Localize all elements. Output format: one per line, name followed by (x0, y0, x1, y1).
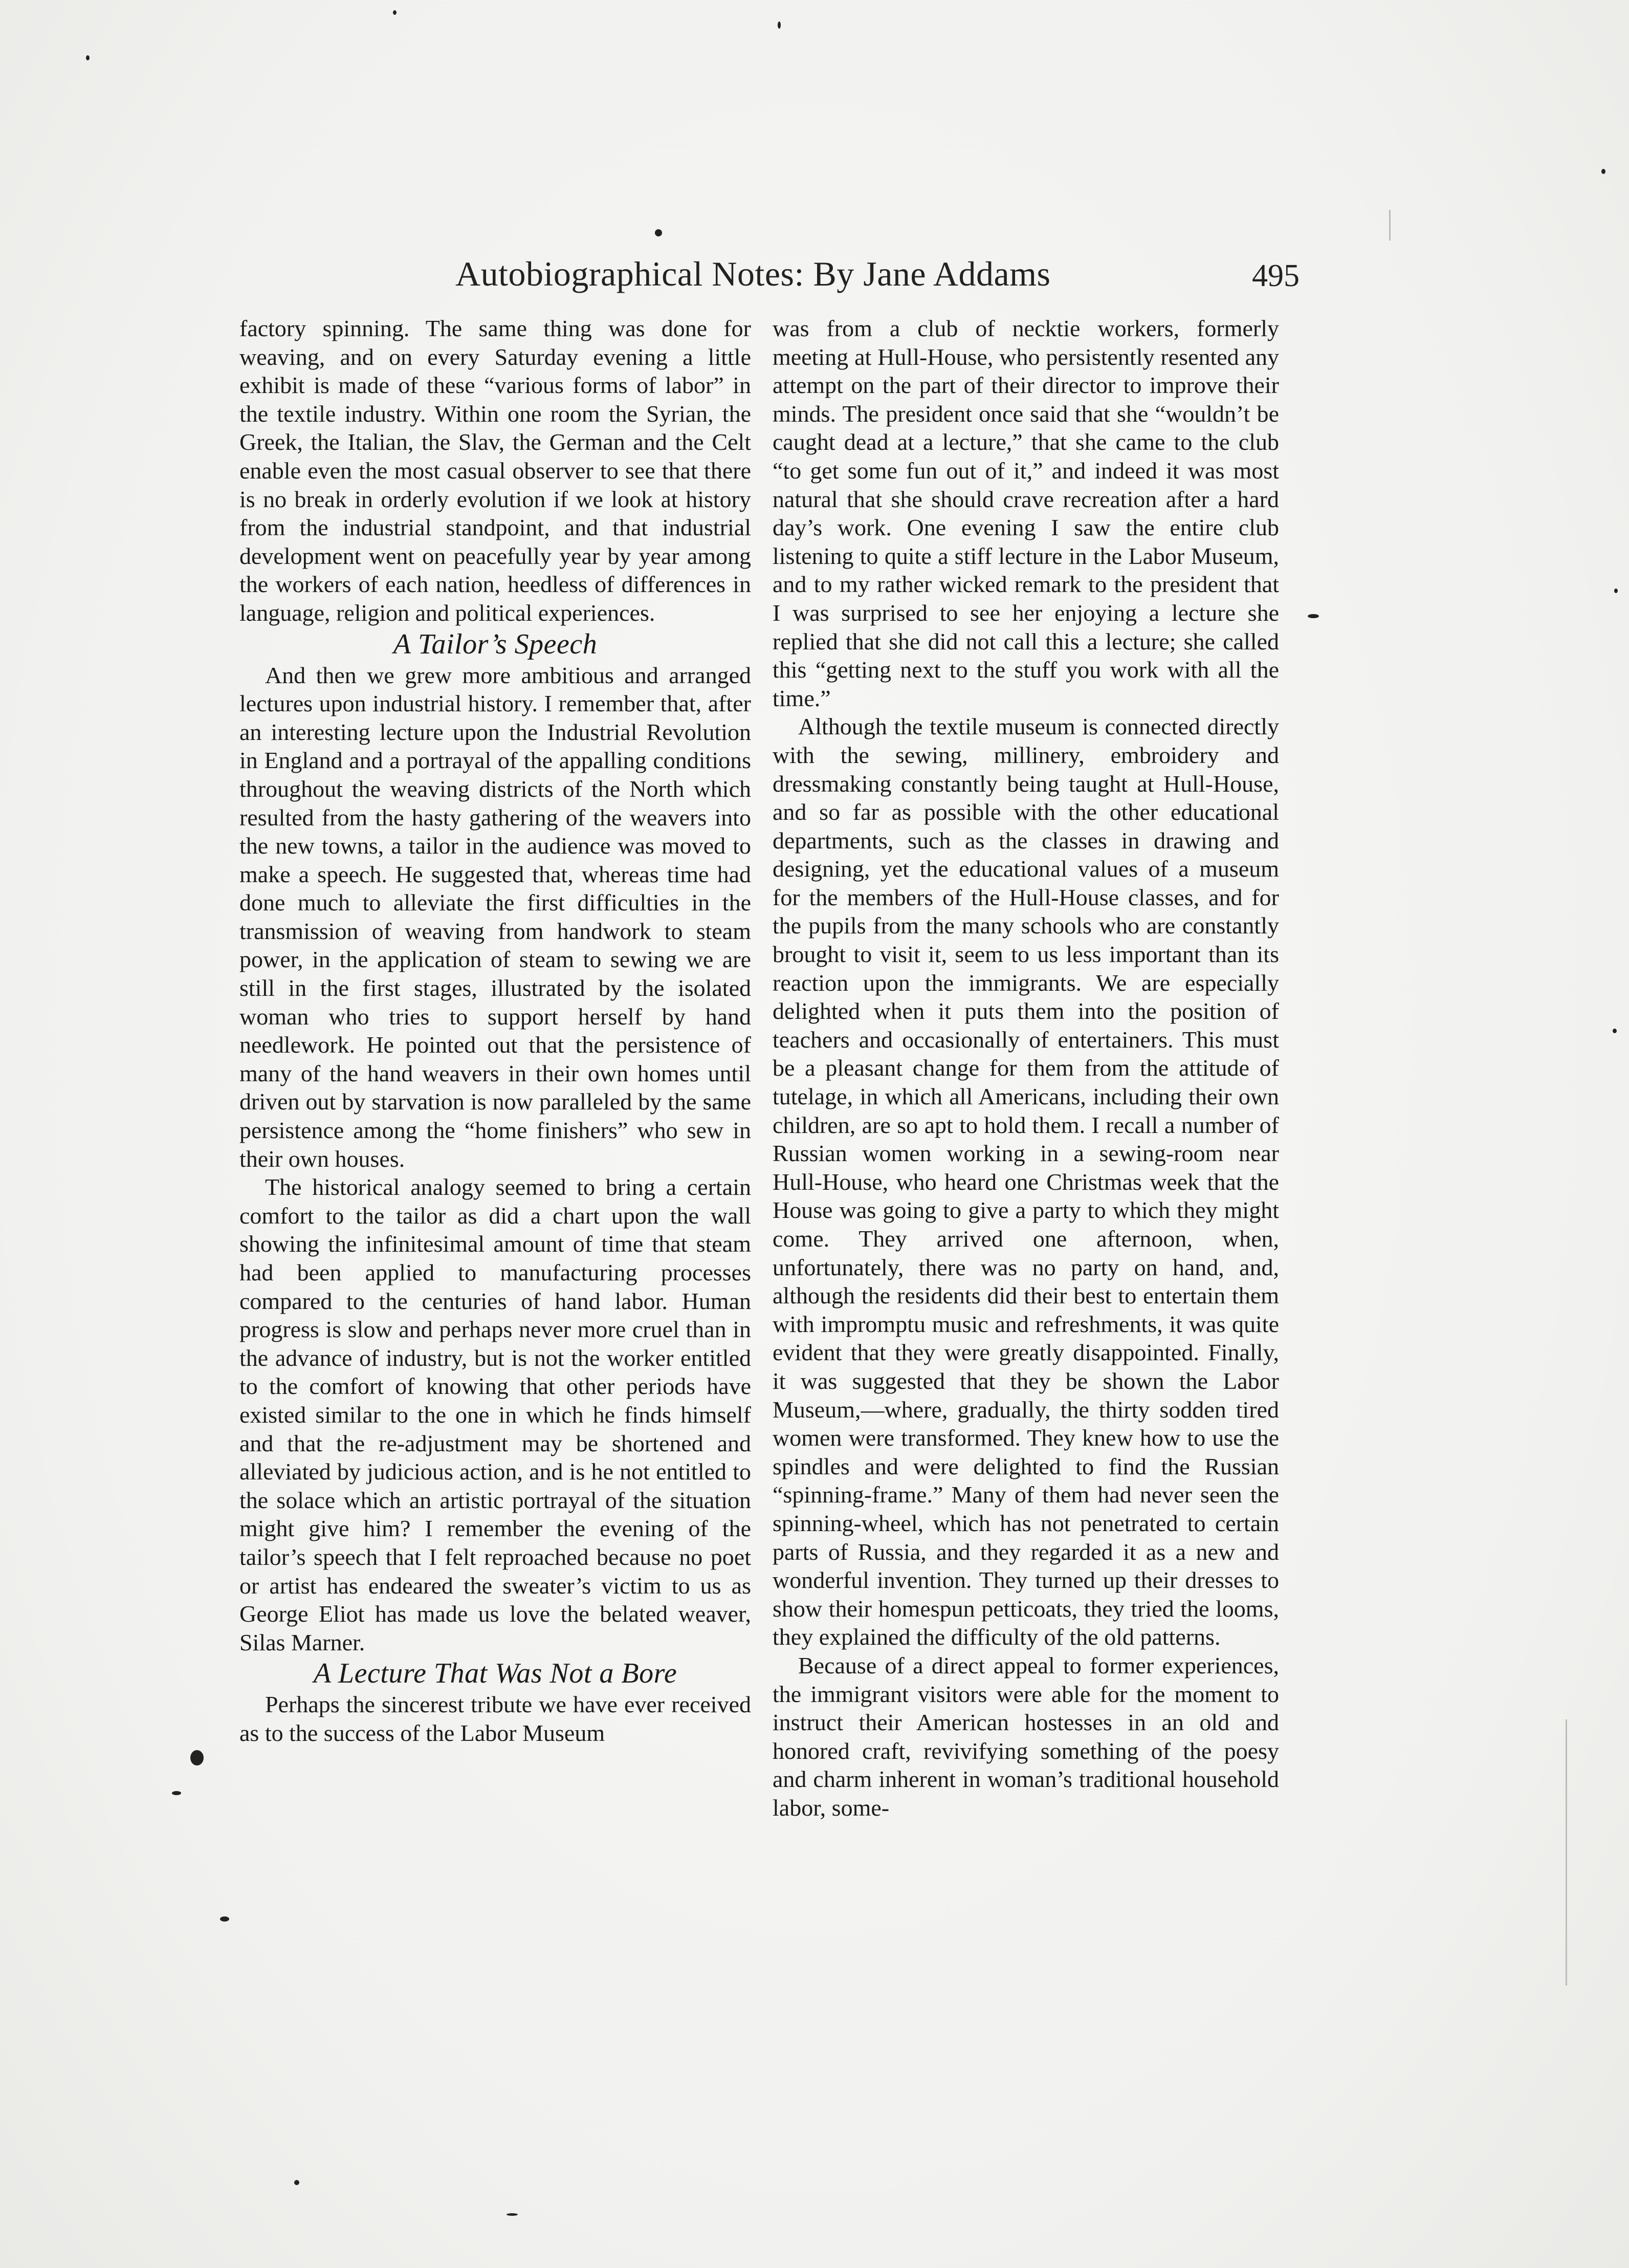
scan-speck (507, 2213, 518, 2216)
scan-speck (86, 55, 90, 60)
scan-edge-line (1566, 1719, 1567, 1986)
scan-speck (778, 21, 781, 29)
scan-speck (172, 1791, 181, 1795)
page-number: 495 (1252, 258, 1300, 293)
section-heading: A Lecture That Was Not a Bore (313, 1658, 677, 1690)
scan-edge-line (1389, 210, 1391, 241)
right-column (773, 314, 1279, 1822)
scan-speck (1601, 169, 1605, 174)
scan-speck (1308, 614, 1319, 618)
page-header (455, 254, 1300, 300)
running-title: Autobiographical Notes: By Jane Addams (455, 254, 1051, 293)
scan-speck (1614, 588, 1618, 593)
paragraph: The historical analogy seemed to bring a certain comfort to the tailor as did a chart upon the wall showing the infinitesimal amount of time that steam had been applied to manufacturing processes compared to the centuries of hand labor. Human progress is slow and perhaps never more cruel than in the advance of industry, but is not the worker entitled to the comfort of knowing that other periods have existed similar to the one in which he finds himself and that the re-adjustment may be shortened and alleviated by judicious action, and is he not entitled to the solace which an artistic portrayal of the situation might give him? I remember the evening of the tailor’s speech that I felt reproached because no poet or artist has endeared the sweater’s victim to us as George Eliot has made us love the belated weaver, Silas Marner. (239, 1174, 751, 1655)
scan-speck (393, 10, 397, 15)
left-column (239, 314, 751, 1748)
paragraph: Because of a direct appeal to former experiences, the immigrant visitors were able for the moment to instruct their American hostesses in an old and honored craft, revivifying something of the poesy and charm inherent in woman’s traditional household labor, some- (773, 1652, 1279, 1821)
section-heading: A Tailor’s Speech (393, 628, 598, 660)
paragraph: was from a club of necktie workers, formerly meeting at Hull-House, who persistently resented any attempt on the part of their director to improve their minds. The president once said that she “wouldn’t be caught dead at a lecture,” that she came to the club “to get some fun out of it,” and indeed it was most natural that she should crave recreation after a hard day’s work. One evening I saw the entire club listening to quite a stiff lecture in the Labor Museum, and to my rather wicked remark to the president that I was surprised to see her enjoying a lecture she replied that she did not call this a lecture; she called this “getting next to the stuff you work with all the time.” (773, 315, 1279, 711)
paragraph: And then we grew more ambitious and arranged lectures upon industrial history. I remember that, after an interesting lecture upon the Industrial Revolution in England and a portrayal of the appalling conditions throughout the weaving districts of the North which resulted from the hasty gathering of the weavers into the new towns, a tailor in the audience was moved to make a speech. He suggested that, whereas time had done much to alleviate the first difficulties in the transmission of weaving from handwork to steam power, in the application of steam to sewing we are still in the first stages, illustrated by the isolated woman who tries to support herself by hand needlework. He pointed out that the persistence of many of the hand weavers in their own homes until driven out by starvation is now paralleled by the same persistence among the “home finishers” who sew in their own houses. (239, 662, 751, 1172)
scan-speck (190, 1750, 204, 1765)
scan-speck (220, 1916, 229, 1922)
scan-speck (1613, 1029, 1617, 1033)
scan-speck (655, 229, 662, 236)
paragraph: Perhaps the sincerest tribute we have ever received as to the success of the Labor Museum (239, 1691, 751, 1746)
paragraph: factory spinning. The same thing was done for weaving, and on every Saturday evening a little exhibit is made of these “various forms of labor” in the textile industry. Within one room the Syrian, the Greek, the Italian, the Slav, the German and the Celt enable even the most casual observer to see that there is no break in orderly evolution if we look at history from the industrial standpoint, and that industrial development went on peacefully year by year among the workers of each nation, heedless of differences in language, religion and political experiences. (239, 315, 751, 626)
scan-speck (294, 2180, 299, 2185)
paragraph: Although the textile museum is connected directly with the sewing, millinery, embroidery and dressmaking constantly being taught at Hull-House, and so far as possible with the other educational departments, such as the classes in drawing and designing, yet the educational values of a museum for the members of the Hull-House classes, and for the pupils from the many schools who are constantly brought to visit it, seem to us less important than its reaction upon the immigrants. We are especially delighted when it puts them into the position of teachers and occasionally of entertainers. This must be a pleasant change for them from the attitude of tutelage, in which all Americans, including their own children, are so apt to hold them. I recall a number of Russian women working in a sewing-room near Hull-House, who heard one Christmas week that the House was going to give a party to which they might come. They arrived one afternoon, when, unfortunately, there was no party on hand, and, although the residents did their best to entertain them with impromptu music and refreshments, it was quite evident that they were greatly disappointed. Finally, it was suggested that they be shown the Labor Museum,—where, gradually, the thirty sodden tired women were transformed. They knew how to use the spindles and were delighted to find the Russian “spinning-frame.” Many of them had never seen the spinning-wheel, which has not penetrated to certain parts of Russia, and they regarded it as a new and wonderful invention. They turned up their dresses to show their homespun petticoats, they tried the looms, they explained the difficulty of the old patterns. (773, 713, 1279, 1650)
